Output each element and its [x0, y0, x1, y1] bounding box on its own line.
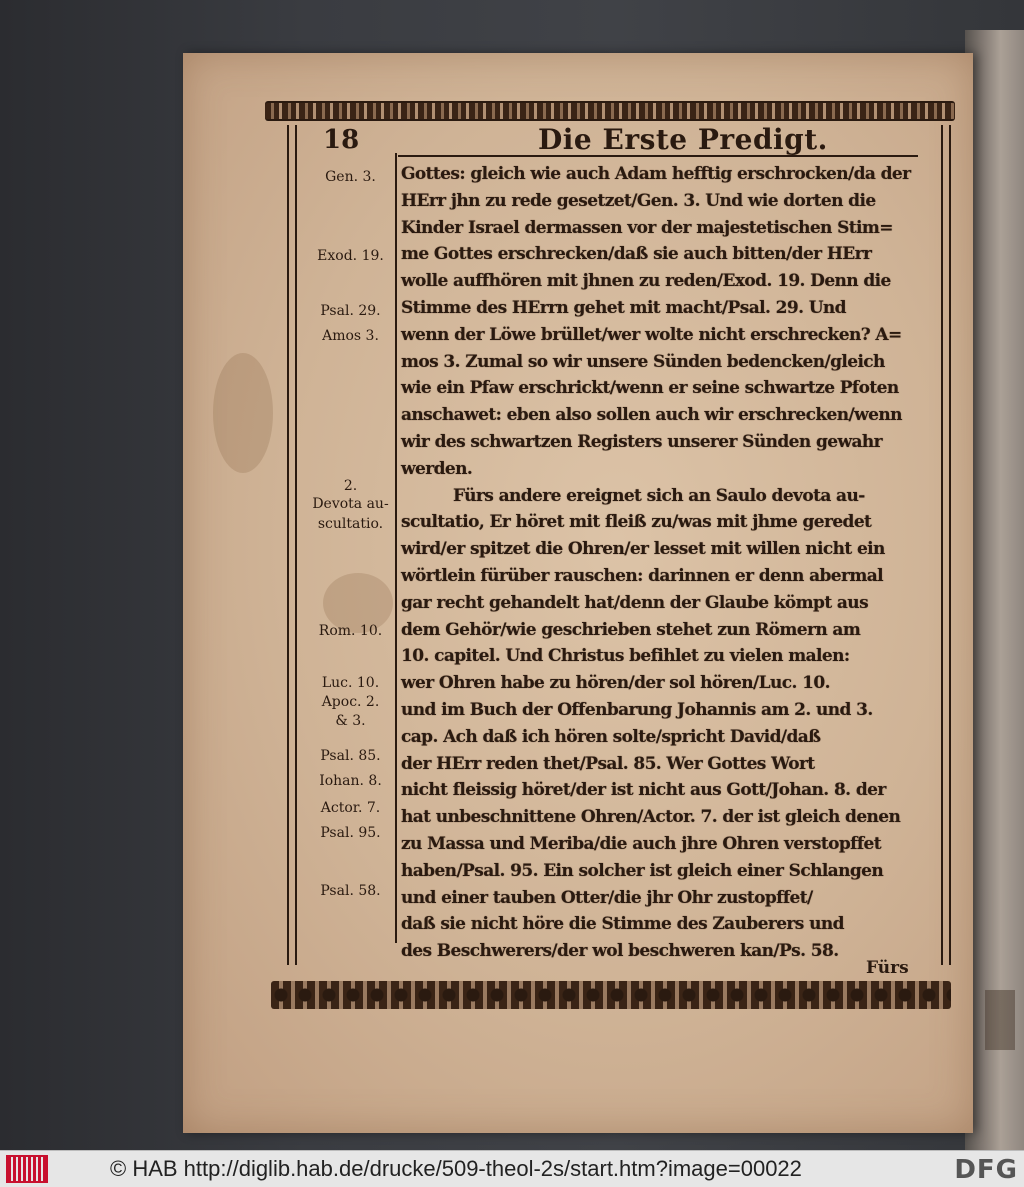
margin-note: Apoc. 2.: [321, 694, 380, 710]
text-line: wird/er spitzet die Ohren/er lesset mit willen nicht ein: [401, 539, 885, 560]
frame-rule-right-inner: [941, 125, 943, 965]
text-line: werden.: [401, 458, 473, 479]
margin-note: Exod. 19.: [317, 248, 384, 264]
page-number: 18: [323, 125, 360, 155]
text-line: und einer tauben Otter/die jhr Ohr zustopffet/: [401, 887, 813, 908]
text-line: Fürs andere ereignet sich an Saulo devota au-: [453, 485, 865, 506]
footer-bar: [0, 1150, 1024, 1187]
text-line: wolle auffhören mit jhnen zu reden/Exod. 19. Denn die: [401, 271, 891, 292]
permalink[interactable]: © HAB http://diglib.hab.de/drucke/509-theol-2s/start.htm?image=00022: [110, 1156, 802, 1181]
text-line: Kinder Israel dermassen vor der majestetischen Stim=: [401, 217, 893, 238]
frame-rule-left-inner: [295, 125, 297, 965]
margin-note: Actor. 7.: [320, 800, 381, 816]
text-line: nicht fleissig höret/der ist nicht aus Gott/Johan. 8. der: [401, 780, 886, 801]
text-line: mos 3. Zumal so wir unsere Sünden bedencken/gleich: [401, 351, 885, 372]
text-line: wir des schwartzen Registers unserer Sünden gewahr: [401, 431, 883, 452]
margin-note: Devota au-: [312, 496, 389, 512]
text-line: zu Massa und Meriba/die auch jhre Ohren verstopffet: [401, 833, 882, 854]
footer-ornament: [271, 981, 951, 1009]
text-line: gar recht gehandelt hat/denn der Glaube kömpt aus: [401, 592, 869, 613]
margin-note: Luc. 10.: [321, 675, 380, 691]
text-line: scultatio, Er höret mit fleiß zu/was mit jhme geredet: [401, 512, 872, 533]
header-ornament: [265, 101, 955, 121]
text-line: wörtlein fürüber rauschen: darinnen er denn abermal: [401, 565, 884, 586]
text-line: wer Ohren habe zu hören/der sol hören/Luc. 10.: [401, 673, 830, 694]
dfg-logo: DFG: [954, 1155, 1018, 1185]
text-line: hat unbeschnittene Ohren/Actor. 7. der ist gleich denen: [401, 807, 901, 828]
margin-note: Psal. 95.: [320, 825, 381, 841]
margin-note: scultatio.: [317, 516, 384, 532]
text-line: und im Buch der Offenbarung Johannis am 2. und 3.: [401, 699, 873, 720]
text-line: 10. capitel. Und Christus befihlet zu vielen malen:: [401, 646, 850, 667]
text-line: cap. Ach daß ich hören solte/spricht David/daß: [401, 726, 821, 747]
text-line: des Beschwerers/der wol beschweren kan/Ps. 58.: [401, 941, 839, 962]
margin-note: Psal. 58.: [320, 883, 381, 899]
book-page: [183, 53, 973, 1133]
next-page-edge: [965, 30, 1024, 1150]
catchword: Fürs: [866, 958, 909, 978]
margin-notes: [303, 163, 398, 963]
text-line: me Gottes erschrecken/daß sie auch bitten/der HErr: [401, 244, 872, 265]
running-head: Die Erste Predigt.: [538, 123, 828, 156]
text-line: dem Gehör/wie geschrieben stehet zun Römern am: [401, 619, 861, 640]
text-line: Stimme des HErrn gehet mit macht/Psal. 29. Und: [401, 297, 846, 318]
text-line: anschawet: eben also sollen auch wir erschrecken/wenn: [401, 405, 902, 426]
text-line: wenn der Löwe brüllet/wer wolte nicht erschrecken? A=: [401, 324, 902, 345]
text-line: HErr jhn zu rede gesetzet/Gen. 3. Und wie dorten die: [401, 190, 876, 211]
main-text-block: [401, 161, 936, 965]
text-line: daß sie nicht höre die Stimme des Zauberers und: [401, 914, 844, 935]
frame-rule-right-outer: [949, 125, 951, 965]
text-line: der HErr reden thet/Psal. 85. Wer Gottes Wort: [401, 753, 815, 774]
margin-note: Psal. 29.: [320, 303, 381, 319]
margin-note: Psal. 85.: [320, 748, 381, 764]
margin-note: Rom. 10.: [318, 623, 383, 639]
margin-note: Iohan. 8.: [319, 773, 382, 789]
text-line: haben/Psal. 95. Ein solcher ist gleich einer Schlangen: [401, 860, 884, 881]
margin-note: Amos 3.: [322, 328, 379, 344]
text-line: wie ein Pfaw erschrickt/wenn er seine schwartze Pfoten: [401, 378, 899, 399]
paper-stain: [213, 353, 273, 473]
frame-rule-left-outer: [287, 125, 289, 965]
text-line: Gottes: gleich wie auch Adam hefftig erschrocken/da der: [401, 164, 911, 184]
hab-logo-icon: [6, 1155, 48, 1183]
margin-note: & 3.: [335, 713, 366, 729]
margin-note: Gen. 3.: [325, 169, 376, 185]
margin-note: 2.: [343, 478, 358, 494]
